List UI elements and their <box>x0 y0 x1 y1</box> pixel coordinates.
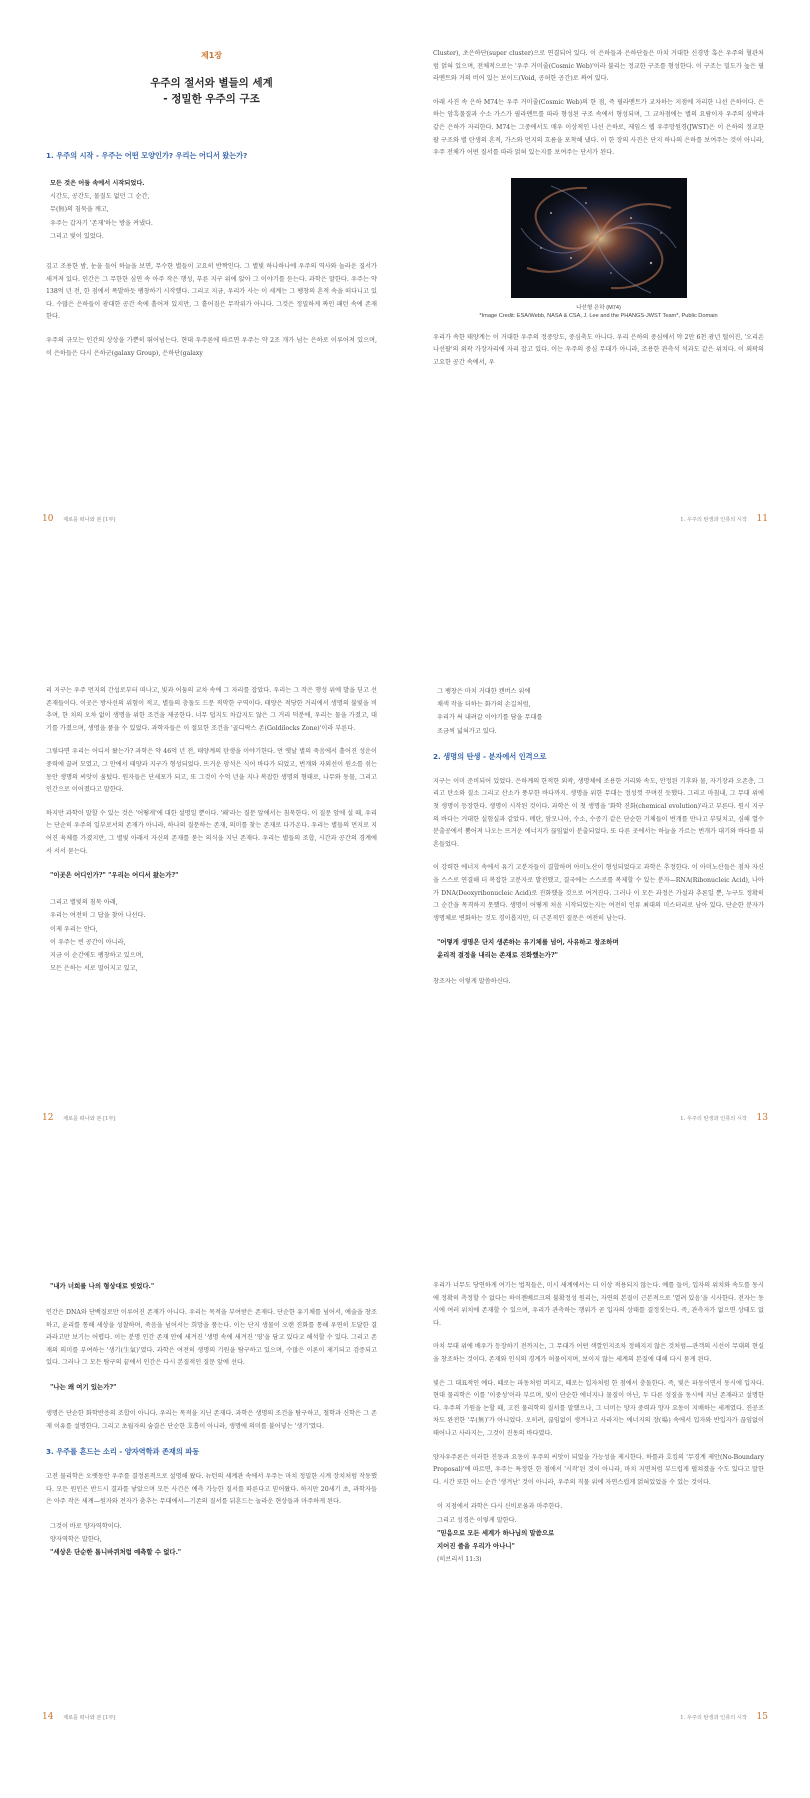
body-paragraph: 양자우주론은 이러한 진동과 요동이 우주의 씨앗이 되었을 가능성을 제시한다. 하틀과 호킹의 '무경계 제안(No-Boundary Proposal)'에 따르면, 우주는 특정한 한 점에서 '시작'된 것이 아니라, 마치 지면처럼 부드럽게 펼쳐졌을 수도 있다고 말한다. 시간 또한 어느 순간 '생겨난' 것이 아니라, 우주의 직물 위에 자연스럽게 얽혀있었을 수 있는 것이다. <box>433 1453 764 1486</box>
poem-line: 이 우주는 빈 공간이 아니라, <box>50 938 126 946</box>
page-15 <box>405 1198 810 1797</box>
quote-line: "믿음으로 모든 세계가 하나님의 말씀으로 <box>437 1528 555 1537</box>
poem-block <box>437 1500 764 1526</box>
quote: "이곳은 어디인가?" "우리는 어디서 왔는가?" <box>50 871 179 880</box>
page-13 <box>405 599 810 1198</box>
page-footer <box>42 514 124 524</box>
spread-pages-10-11 <box>0 0 810 599</box>
quote-line: "어떻게 생명은 단지 생존하는 유기체를 넘어, 사유하고 창조하며 <box>437 938 619 947</box>
quote: "나는 왜 여기 있는가?" <box>50 1382 117 1391</box>
caption-title: 나선형 은하 (M74) <box>576 304 621 311</box>
galaxy-m74-photo <box>511 178 687 298</box>
body-paragraph: 창조자는 이렇게 말씀하신다. <box>433 978 511 986</box>
section-heading-3: 3. 우주를 흔드는 소리 - 양자역학과 존재의 파동 <box>46 1447 200 1457</box>
spread-pages-12-13 <box>0 599 810 1198</box>
quote <box>437 936 764 962</box>
poem-line: 모든 것은 어둠 속에서 시작되었다. <box>50 180 145 187</box>
body-paragraph: 우리가 너무도 당연하게 여기는 법칙들은, 미시 세계에서는 더 이상 적용되지 않는다. 예를 들어, 입자의 위치와 속도를 동시에 정확히 측정할 수 없다는 하이젠베르크의 불확정성 원리는, 자연의 본질이 근본적으로 '열려 있음'을 시사한다. 전자는 동시에 여러 위치에 존재할 수 있으며, 우리가 관측하는 행위가 곧 입자의 상태를 결정짓는다. 즉, 관측자가 없으면 상태도 없다. <box>433 1282 764 1327</box>
body-paragraph: 이 강력한 에너지 속에서 유기 고분자들이 결합하며 아미노산이 형성되었다고 과학은 추정한다. 이 아미노산들은 점차 자신을 스스로 연결해 더 복잡한 고분자로 발전했고, 결국에는 스스로를 복제할 수 있는 분자—RNA(Ribonucleic Acid), 나아가 DNA(Deoxyribonucleic Acid)로 진화했을 것으로 여겨진다. 그러나 이 모든 과정은 가설과 추론일 뿐, 누구도 정확히 그 순간을 목격하지 못했다. 생명이 어떻게 처음 시작되었는지는 여전히 인류 최대의 미스터리로 남아 있다. 단순한 분자가 생명체로 변화하는 것도 경이롭지만, 더 근본적인 질문은 여전히 남는다. <box>433 864 764 922</box>
poem-line: 그리고 성경은 이렇게 말한다. <box>437 1516 517 1524</box>
poem-line: 모든 은하는 서로 멀어지고 있고, <box>50 965 138 973</box>
page-10 <box>0 0 405 599</box>
quote: "내가 너희를 나의 형상대로 빚었다." <box>50 1282 155 1290</box>
page-footer <box>672 1113 768 1123</box>
body-paragraph: 하지만 과학이 말할 수 있는 것은 '어떻게'에 대한 설명일 뿐이다. '왜'라는 질문 앞에서는 침묵한다. 이 질문 앞에 설 때, 우리는 단순히 우주의 일부로서의 존재가 아니라, 하나의 질문하는 존재, 의미를 찾는 존재로 다가온다. 우리는 별들의 먼지로 지어진 육체를 가졌지만, 그 별빛 아래서 자신의 존재를 묻는 의식을 지닌 존재다. 우리는 별들의 조합, 시간과 공간의 경계에서 서서 묻는다. <box>46 809 377 855</box>
poem-line: 무(無)의 침묵을 깨고, <box>50 206 109 214</box>
page-number: 11 <box>756 514 768 524</box>
body-paragraph: 빛은 그 대표적인 예다. 때로는 파동처럼 퍼지고, 때로는 입자처럼 한 점에서 충돌한다. 즉, 빛은 파동이면서 동시에 입자다. 현대 물리학은 이를 '이중성'이라 부르며, 빛이 단순한 에너지나 물질이 아닌, 두 다른 성질을 동시에 지닌 존재라고 설명한다. 우주의 기원을 논할 때, 고전 물리학의 질서를 말했으나, 그 너머는 양자 중력과 양자 요동이 지배하는 세계였다. 진공조차도 완전한 '무(無)'가 아니었다. 오히려, 끊임없이 생겨나고 사라지는 에너지의 장(場) 속에서 입자와 반입자가 끊임없이 태어나고 사라지는, 그것이 진동의 바다였다. <box>433 1379 764 1437</box>
poem-block <box>437 685 764 738</box>
running-head: 제로를 떠나와 본 [1부] <box>63 517 116 523</box>
poem-line: 그것이 바로 양자역학이다. <box>50 1522 122 1530</box>
page-footer <box>42 1113 124 1123</box>
page-footer <box>42 1712 124 1722</box>
page-number: 12 <box>42 1113 54 1123</box>
poem-line: 그 팽창은 마치 거대한 캔버스 위에 <box>437 688 531 695</box>
quote-line: 지어진 줄을 우리가 아나니" <box>437 1541 515 1550</box>
body-paragraph: 그렇다면 우리는 어디서 왔는가? 과학은 약 46억 년 전, 태양계의 탄생을 이야기한다. 먼 옛날 별의 죽음에서 흩어진 성운이 중력에 끌려 모였고, 그 안에서 태양과 지구가 형성되었다. 뜨거운 암석은 식어 바다가 되었고, 번개와 자외선이 원소를 섞는 동안 생명의 씨앗이 움텄다. 원자들은 단세포가 되고, 또 그것이 수억 년을 지나 복잡한 생명의 형태로, 나무와 동물, 그리고 인간으로 이어졌다고 말한다. <box>46 748 377 794</box>
body-paragraph: 아래 사진 속 은하 M74는 우주 거미줄(Cosmic Web)의 한 점, 즉 필라멘트가 교차하는 지점에 자리한 나선 은하이다. 은하는 암흑물질과 수소 가스가 필라멘트를 따라 형성된 구조 속에서 형성되며, 그 교차점에는 별의 요람이자 우주의 심박과 같은 은하가 자리한다. M74는 그중에서도 매우 이상적인 나선 은하로, 제임스 웹 우주망원경(JWST)은 이 은하의 정교한 팔 구조와 별 탄생의 흔적, 가스와 먼지의 흐름을 포착해 냈다. 이 한 장의 사진은 단지 하나의 은하를 보여주는 것이 아니라, 우주 전체가 어떤 질서를 따라 얽혀 있는지를 보여주는 단서가 된다. <box>433 98 764 157</box>
page-12 <box>0 599 405 1198</box>
caption-credit: *Image Credit: ESA/Webb, NASA & CSA, J. Lee and the PHANGS-JWST Team*, Public Domain <box>479 312 718 319</box>
poem-line: 우리는 여전히 그 답을 찾아 나선다. <box>50 912 146 920</box>
body-paragraph: 지구는 이미 준비되어 있었다. 은하계의 한적한 외곽, 생명체에 조용한 거리와 속도, 안정된 기후와 물, 자기장과 오존층, 그리고 탄소와 질소 그리고 산소가 풍부한 바다까지. 생명을 위한 무대는 정성껏 꾸며진 듯했다. 그리고 마침내, 그 무대 위에 첫 생명이 등장한다. 생명이 시작된 것이다. 과학은 이 첫 생명을 '화학 진화(chemical evolution)'라고 부른다. 원시 지구의 바다는 거대한 실험실과 같았다. 메탄, 암모니아, 수소, 수증기 같은 단순한 기체들이 번개를 만나고 부딪치고, 심해 열수분출공에서 뿜어져 나오는 뜨거운 에너지가 끊임없이 분출되었다. 또 다른 곳에서는 하늘을 가르는 번개가 대기와 바다를 뒤흔들었다. <box>433 777 764 848</box>
body-paragraph: Cluster), 초은하단(super cluster)으로 연결되어 있다. 이 은하들과 은하단들은 마치 거대한 신경망 혹은 우주의 혈관처럼 얽혀 있으며, 전체적으로는 '우주 거미줄(Cosmic Web)'이라 불리는 정교한 구조를 형성한다. 이 구조는 밀도가 높은 필라멘트와 거의 비어 있는 보이드(Void, 공허한 공간)로 짜여 있다. <box>433 50 764 83</box>
poem-line: 그리고 별빛의 침묵 아래, <box>50 899 118 907</box>
poem-block <box>50 177 377 243</box>
page-number: 13 <box>756 1113 768 1123</box>
body-paragraph: 인간은 DNA와 단백질로만 이루어진 존재가 아니다. 우리는 목적을 부여받은 존재다. 단순한 유기체를 넘어서, 예술을 창조하고, 윤리를 통해 세상을 성찰하며, 죽음을 넘어서는 희망을 품는다. 이는 단지 생물이 오랜 진화를 통해 우연히 도달한 결과라고만 보기는 어렵다. 이는 분명 인간 존재 안에 새겨진 '생명 속에 새겨진 '영'을 담고 있다고 해석할 수 있다. 그리고 존재의 의미를 부여하는 '생기(生氣)'였다. 과학은 여전히 생명의 기원을 탐구하고 있으며, 수많은 이론이 제기되고 검증되고 있다. 그러나 그 모든 탐구의 끝에서 인간은 다시 본질적인 질문 앞에 선다. <box>46 1309 377 1367</box>
chapter-title-line1: 우주의 절서와 별들의 세계 <box>150 77 273 89</box>
section-heading-1: 1. 우주의 시작 - 우주는 어떤 모양인가? 우리는 어디서 왔는가? <box>46 151 248 160</box>
poem-line: 채색 작을 더하는 화가의 손길처럼, <box>437 701 531 709</box>
running-head: 제로를 떠나와 본 [1부] <box>63 1116 116 1122</box>
poem-line: 이 지점에서 과학은 다시 신비로움과 마주한다. <box>437 1503 563 1511</box>
poem-line: 우주는 갑자기 '존재'하는 방을 켜냈다. <box>50 219 153 227</box>
running-head: 1. 우주의 탄생과 인류의 시작 <box>680 517 747 523</box>
galaxy-image <box>511 178 687 298</box>
poem-block <box>50 1520 377 1546</box>
photo-caption <box>433 304 764 320</box>
poem-line: 이제 우리는 안다, <box>50 925 98 933</box>
body-paragraph: 리 지구는 우주 먼지의 간섭로부터 떠나고, 빛과 어둠의 교차 속에 그 자리를 잡았다. 우리는 그 작은 행성 위에 발을 딛고 선 존재들이다. 이곳은 방사선의 위험이 적고, 별들의 충돌도 드문 적막한 구역이다. 태양은 적당한 거리에서 생명의 불빛을 비추며, 한 치의 오차 없이 생명을 위한 조건을 제공한다. 너무 덥지도 차갑지도 않은 그 거리 덕분에, 우리는 물을 가졌고, 대기를 가졌으며, 생명을 품을 수 있었다. 과학자들은 이 절묘한 조건을 '골디락스 존(Goldilocks Zone)'이라 부른다. <box>46 687 377 732</box>
page-14 <box>0 1198 405 1797</box>
body-paragraph: 우리가 속한 태양계는 이 거대한 우주의 정중앙도, 중심축도 아니다. 우리 은하의 중심에서 약 2만 6천 광년 떨어진, '오리온 나선팔'의 외곽 가장자리에 자리 잡고 있다. 이는 우주의 중심 무대가 아니라, 조용한 관측석 석과도 같은 위치다. 이 외곽의 고요한 공간 속에서, 우 <box>433 333 764 366</box>
chapter-tag: 제1장 <box>200 51 223 60</box>
poem-line: 그리고 빛이 있었다. <box>50 232 104 240</box>
quote-line: 윤리적 결정을 내리는 존재로 진화했는가?" <box>437 951 558 960</box>
body-paragraph: 우주의 규모는 인간의 상상을 가뿐히 뛰어넘는다. 현대 우주론에 따르면 우주는 약 2조 개가 넘는 은하로 이루어져 있으며, 이 은하들은 다시 은하군(galaxy Group), 은하단(galaxy <box>46 336 377 357</box>
page-11 <box>405 0 810 599</box>
page-footer <box>672 514 768 524</box>
scripture-citation: (히브리서 11:3) <box>437 1555 482 1563</box>
chapter-title <box>46 75 377 107</box>
poem-line: 우리가 써 내려갈 이야기를 담을 무대를 <box>437 714 543 722</box>
body-paragraph: 고전 물리학은 오랫동안 우주를 결정론적으로 설명해 왔다. 뉴턴의 세계관 속에서 우주는 마치 정밀한 시계 장치처럼 작동했다. 모든 원인은 반드시 결과를 낳았으며 모든 사건은 예측 가능한 질서를 따른다고 믿어왔다. 하지만 20세기 초, 과학자들은 아주 작은 세계—원자와 전자가 춤추는 무대에서—기존의 질서를 뒤흔드는 놀라운 현상들과 마주하게 된다. <box>46 1473 377 1506</box>
quote <box>437 1527 764 1553</box>
page-footer <box>672 1712 768 1722</box>
spread-pages-14-15 <box>0 1198 810 1797</box>
body-paragraph: 마치 무대 위에 배우가 등장하기 전까지는, 그 무대가 어떤 색깔인지조차 정해지지 않은 것처럼—관객의 시선이 무대의 현실을 창조하는 것이다. 존재와 인식의 경계가 허물어지며, 보이지 않는 세계의 본질에 대해 다시 묻게 된다. <box>433 1343 764 1363</box>
running-head: 1. 우주의 탄생과 인류의 시작 <box>680 1715 747 1721</box>
running-head: 제로를 떠나와 본 [1부] <box>63 1715 116 1721</box>
page-number: 10 <box>42 514 54 524</box>
poem-line: 시간도, 공간도, 물질도 없던 그 순간, <box>50 193 150 201</box>
body-paragraph: 생명은 단순한 화학반응의 조합이 아니다. 우리는 목적을 지닌 존재다. 과학은 생명의 조건을 탐구하고, 철학과 신학은 그 존재 이유를 설명한다. 그리고 초월자의 숨결은 단순한 호흡이 아니라, 생명에 의미를 불어넣는 '생기'였다. <box>46 1409 377 1430</box>
poem-line: 지금 이 순간에도 팽창하고 있으며, <box>50 951 144 959</box>
section-heading-2: 2. 생명의 탄생 - 분자에서 인격으로 <box>433 751 547 761</box>
poem-line: 조금씩 넓혀가고 있다. <box>437 727 497 735</box>
running-head: 1. 우주의 탄생과 인류의 시작 <box>680 1116 747 1122</box>
chapter-title-line2: - 정밀한 우주의 구조 <box>163 93 260 105</box>
page-number: 15 <box>756 1712 768 1722</box>
quote: "세상은 단순한 톱니바퀴처럼 예측할 수 없다." <box>50 1548 182 1557</box>
poem-line: 양자역학은 말한다, <box>50 1536 102 1544</box>
poem-block <box>50 896 377 975</box>
body-paragraph: 깊고 조용한 밤, 눈을 들어 하늘을 보면, 무수한 별들이 고요히 반짝인다. 그 별빛 하나하나에 우주의 역사와 놀라운 질서가 새겨져 있다. 인간은 그 무한한 심연 속 아주 작은 행성, 푸른 지구 위에 앉아 그 이야기를 듣는다. 과학은 말한다. 우주는 약 138억 년 전, 한 점에서 폭발하듯 팽창하기 시작했다. 그리고 지금, 우리가 사는 이 세계는 그 팽창의 흔적 속을 떠다니고 있다. 수많은 은하들이 광대한 공간 속에 흩어져 있지만, 그 흩어짐은 무작위가 아니다. 그것은 정밀하게 짜인 패턴 속에 존재한다. <box>46 263 377 321</box>
page-number: 14 <box>42 1712 54 1722</box>
